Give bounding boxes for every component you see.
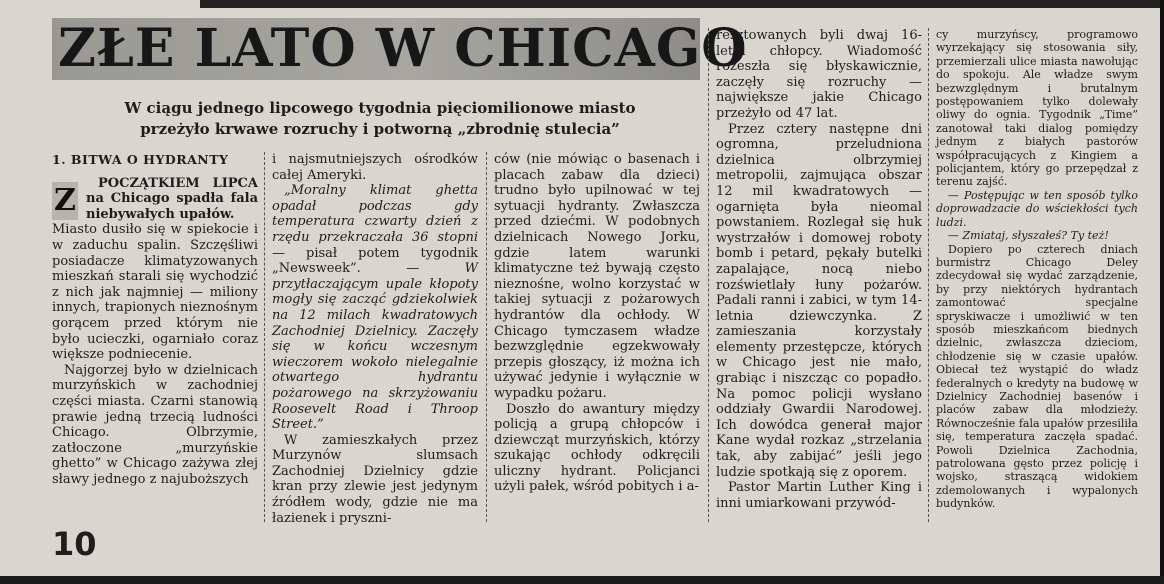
quote-paragraph xyxy=(272,183,478,433)
quote-text: W przytłaczającym upale kłopoty mogły się zacząć gdziekolwiek na 12 milach kwadratowych Zachodniej Dzielnicy. Zaczęły się w końcu wczesnym wieczorem wokoło nielegalnie otwartego hydrantu pożarowego na skrzyżowaniu Roosevelt Road i Throop Street.” xyxy=(272,261,478,433)
body-paragraph: Doszło do awantury między policją a grupą chłopców i dziewcząt murzyńskich, którzy szukając ochłody odkręcili uliczny hydrant. Policjanci użyli pałek, wśród pobitych i a- xyxy=(494,401,700,495)
page-number: 10 xyxy=(52,525,97,563)
body-paragraph: i najsmutniejszych ośrodków całej Ameryki. xyxy=(272,152,478,183)
quote-attribution: — pisał potem tygodnik „Newsweek”. — xyxy=(272,245,478,277)
body-paragraph: Dopiero po czterech dniach burmistrz Chicago Deley zdecydował się wydać zarządzenie, by przy niektórych hydrantach zamontować specjalne spryskiwacze i umożliwić w ten sposób mieszkańcom biednych dzielnic, zwłaszcza dzieciom, chłodzenie się w czasie upałów. Obiecał też wystąpić do władz federalnych o kredyty na budowę w Dzielnicy Zachodniej basenów i placów zabaw dla młodzieży. Równocześnie fala upałów przesiliła się, temperatura zaczęła spadać. Powoli Dzielnica Zachodnia, patrolowana gęsto przez policję i wojsko, straszącą widokiem zdemolowanych i wypalonych budynków. xyxy=(936,242,1138,511)
drop-cap: Z xyxy=(52,182,78,220)
body-paragraph: Przez cztery następne dni ogromna, przeludniona dzielnica olbrzymiej metropolii, zajmująca obszar 12 mil kwadratowych — ogarnięta była nieomal powstaniem. Rozlegał się huk wystrzałów i domowej roboty bomb i petard, pękały butelki zapalające, nocą niebo rozświetlały łuny pożarów. Padali ranni i zabici, w tym 14-letnia dziewczynka. Z zamieszania korzystały elementy przestępcze, których w Chicago jest nie mało, grabiąc i niszcząc co popadło. Na pomoc policji wysłano oddziały Gwardii Narodowej. Ich dowódca generał major Kane wydał rozkaz „strzelania tak, aby zabijać” jeśli jego ludzie spotkają się z oporem. xyxy=(716,121,922,480)
article-column-3 xyxy=(494,152,700,495)
subtitle-line-1: W ciągu jednego lipcowego tygodnia pięciomilionowe miasto xyxy=(124,99,636,117)
article-subtitle xyxy=(110,98,650,140)
body-paragraph: Miasto dusiło się w spiekocie i w zaduchu spalin. Szczęśliwi posiadacze klimatyzowanych mieszkań starali się wychodzić z nich jak najmniej — miliony innych, trapionych nieznośnym gorącem przed którym nie było ucieczki, ogarniało coraz większe podniecenie. xyxy=(52,222,258,363)
column-divider xyxy=(928,28,929,522)
body-paragraph: W zamieszkałych przez Murzynów slumsach Zachodniej Dzielnicy gdzie kran przy zlewie jest jedynym źródłem wody, gdzie nie ma łazienek i pryszni- xyxy=(272,432,478,526)
body-paragraph: resztowanych byli dwaj 16-letni chłopcy. Wiadomość rozeszła się błyskawicznie, zaczęły się rozruchy — największe jakie Chicago przeżyło od 47 lat. xyxy=(716,28,922,121)
article-column-5 xyxy=(936,28,1138,511)
bottom-border-bar xyxy=(0,576,1164,584)
dialogue-line: — Postępując w ten sposób tylko doprowadzacie do wściekłości tych ludzi. xyxy=(936,188,1138,229)
lead-paragraph: POCZĄTKIEM LIPCA na Chicago spadła fala niebywałych upałów. xyxy=(86,175,258,222)
section-heading: 1. BITWA O HYDRANTY xyxy=(52,152,229,167)
subtitle-line-2: przeżyło krwawe rozruchy i potworną „zbrodnię stulecia” xyxy=(140,120,620,138)
quote-text: „Moralny klimat ghetta opadał podczas gdy temperatura czwarty dzień z rzędu przekraczała 36 stopni xyxy=(272,183,478,245)
top-border-bar xyxy=(200,0,1164,8)
body-paragraph: Najgorzej było w dzielnicach murzyńskich w zachodniej części miasta. Czarni stanowią prawie jedną trzecią ludności Chicago. Olbrzymie, zatłoczone „murzyńskie ghetto” w Chicago zażywa złej sławy jednego z najuboższych xyxy=(52,362,258,487)
article-column-1 xyxy=(52,152,258,487)
column-divider xyxy=(486,152,487,522)
article-column-4 xyxy=(716,28,922,511)
body-paragraph: ców (nie mówiąc o basenach i placach zabaw dla dzieci) trudno było upilnować w tej sytuacji hydranty. Zwłaszcza przed dziećmi. W podobnych dzielnicach Nowego Jorku, gdzie latem warunki klimatyczne też bywają często nieznośne, wolno korzystać w takiej sytuacji z pożarowych hydrantów dla ochłody. W Chicago tymczasem władze bezwzględnie egzekwowały przepis głoszący, iż można ich używać jedynie i wyłącznie w wypadku pożaru. xyxy=(494,152,700,401)
column-divider xyxy=(264,152,265,522)
dialogue-line: — Zmiataj, słyszałeś? Ty też! xyxy=(948,229,1109,243)
right-page-edge xyxy=(1160,0,1164,584)
article-column-2 xyxy=(272,152,478,526)
body-paragraph: cy murzyńscy, programowo wyrzekający się stosowania siły, przemierzali ulice miasta nawołując do spokoju. Ale władze swym bezwzględnym i brutalnym postępowaniem tylko dolewały oliwy do ognia. Tygodnik „Time” zanotował taki dialog pomiędzy jednym z białych pastorów współpracujących z Kingiem a policjantem, który go przepędzał z terenu zajść. xyxy=(936,28,1138,189)
column-divider xyxy=(708,28,709,522)
article-headline: ZŁE LATO W CHICAGO xyxy=(58,18,748,79)
body-paragraph: Pastor Martin Luther King i inni umiarkowani przywód- xyxy=(716,480,922,511)
